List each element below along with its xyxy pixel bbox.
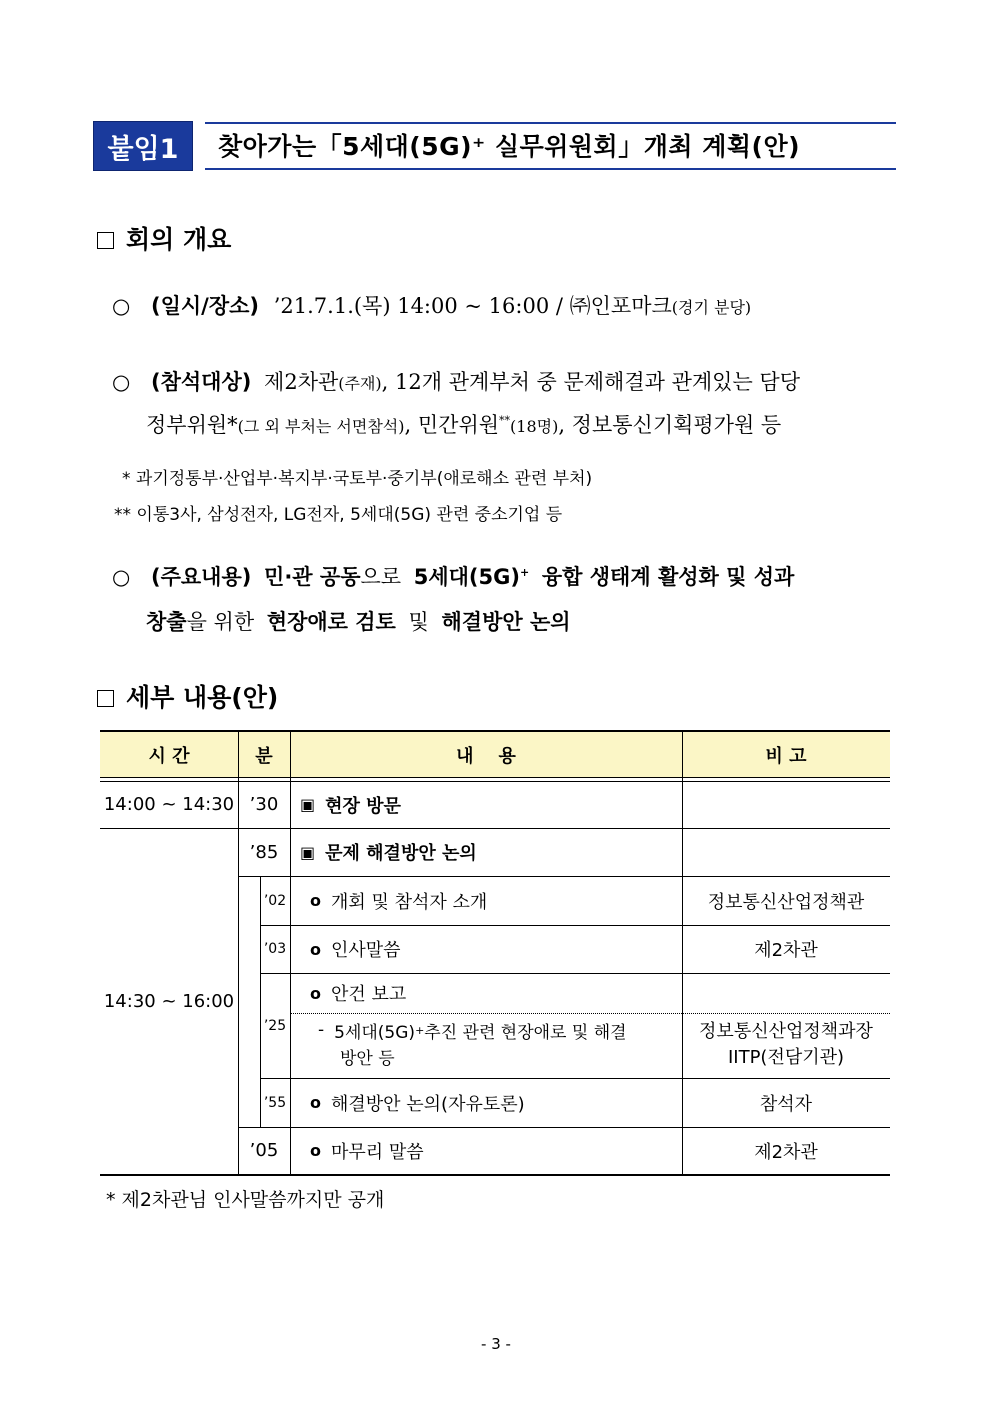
header-minutes: 분 xyxy=(255,745,273,767)
item-label: (일시/장소) xyxy=(151,294,260,318)
note-cell: 참석자 xyxy=(759,1093,813,1115)
min-cell: ’85 xyxy=(249,841,279,863)
content-text: 마무리 말씀 xyxy=(331,1141,424,1163)
time-cell-1: 14:00 ~ 14:30 xyxy=(103,794,235,815)
sub-content-line1 xyxy=(318,1017,680,1043)
note-cell: 제2차관 xyxy=(754,940,818,961)
item-main-content-line2 xyxy=(146,606,571,636)
item-main-content-line1 xyxy=(112,561,794,591)
item-small-text: (그 외 부처는 서면참석) xyxy=(237,417,405,436)
checkbox-square-icon xyxy=(97,690,114,707)
min-cell: ’30 xyxy=(249,794,279,815)
circle-bullet-icon: ○ xyxy=(112,370,131,394)
item-text: , 민간위원 xyxy=(404,413,500,437)
row-rule-dotted xyxy=(290,1013,890,1014)
square-bullet-icon: ▣ xyxy=(300,795,316,814)
content-text: 안건 보고 xyxy=(331,984,407,1005)
note-2: ** 이통3사, 삼성전자, LG전자, 5세대(5G) 관련 중소기업 등 xyxy=(114,505,563,525)
circle-bullet-icon: ○ xyxy=(112,565,131,589)
content-text: 해결방안 논의(자유토론) xyxy=(331,1093,525,1115)
superscript-plus: + xyxy=(415,1023,425,1037)
note-cell-line1: 정보통신산업정책과장 xyxy=(699,1021,873,1042)
item-text: 제2차관 xyxy=(264,370,339,394)
note-cell: 제2차관 xyxy=(754,1141,818,1163)
header-content: 내 용 xyxy=(456,745,516,767)
superscript-plus: + xyxy=(519,566,530,579)
o-bullet-icon: o xyxy=(310,1141,321,1160)
o-bullet-icon: o xyxy=(310,939,321,959)
o-bullet-icon: o xyxy=(310,891,321,910)
schedule-table xyxy=(100,730,890,1176)
item-attendees-line1 xyxy=(112,366,800,396)
header-time: 시 간 xyxy=(148,745,190,767)
content-cell xyxy=(310,925,680,973)
min-cell: ’05 xyxy=(249,1140,279,1161)
square-bullet-icon: ▣ xyxy=(300,842,316,862)
o-bullet-icon: o xyxy=(310,1093,321,1112)
item-text: 민·관 공동 xyxy=(264,565,361,589)
item-date-place xyxy=(112,290,751,320)
title-rule-top xyxy=(205,122,896,124)
item-small-text: (경기 분당) xyxy=(671,298,752,317)
content-text: 5세대(5G) xyxy=(334,1022,416,1043)
dash-bullet-icon: - xyxy=(318,1020,325,1040)
item-text: , 정보통신기획평가원 등 xyxy=(558,413,782,437)
col-rule xyxy=(290,730,291,1176)
content-text: 현장 방문 xyxy=(325,795,401,817)
item-text: 5세대(5G) xyxy=(413,565,520,589)
content-cell xyxy=(310,1078,680,1127)
min-cell: ’25 xyxy=(263,1017,287,1034)
item-text: , 12개 관계부처 중 문제해결과 관계있는 담당 xyxy=(381,370,800,394)
section-overview-title: 회의 개요 xyxy=(126,225,232,254)
item-text: 정부위원* xyxy=(146,413,238,437)
table-bottom-rule xyxy=(100,1174,890,1176)
item-text: 으로 xyxy=(360,565,402,589)
page-number: - 3 - xyxy=(481,1335,511,1353)
item-text: ’21.7.1.(목) 14:00 ~ 16:00 / ㈜인포마크 xyxy=(273,294,672,318)
min-cell: ’03 xyxy=(263,941,287,957)
item-label: (주요내용) xyxy=(151,565,252,589)
item-text: 해결방안 논의 xyxy=(441,610,571,634)
note-1: * 과기정통부·산업부·복지부·국토부·중기부(애로해소 관련 부처) xyxy=(122,469,593,489)
title-rule-bottom xyxy=(205,168,896,170)
content-text: 개회 및 참석자 소개 xyxy=(331,891,488,913)
section-detail-heading xyxy=(97,678,278,714)
content-cell xyxy=(310,1127,680,1174)
content-cell xyxy=(300,781,680,828)
table-top-rule xyxy=(100,730,890,732)
attachment-badge: 붙임1 xyxy=(93,121,193,171)
item-text: 융합 생태계 활성화 및 성과 xyxy=(541,565,795,589)
item-text: 현장애로 검토 xyxy=(266,610,396,634)
item-text: 및 xyxy=(408,610,429,634)
document-title: 찾아가는「5세대(5G)⁺ 실무위원회」개최 계획(안) xyxy=(218,132,801,161)
circle-bullet-icon: ○ xyxy=(112,294,131,318)
item-text: 창출 xyxy=(146,610,187,634)
checkbox-square-icon xyxy=(97,232,114,249)
item-text: 을 위한 xyxy=(186,610,255,634)
time-cell-2: 14:30 ~ 16:00 xyxy=(103,990,235,1012)
o-bullet-icon: o xyxy=(310,983,321,1003)
section-overview-heading xyxy=(97,220,231,256)
header-note: 비 고 xyxy=(765,745,807,767)
content-text: 인사말씀 xyxy=(331,940,401,961)
item-attendees-line2 xyxy=(146,409,781,439)
min-cell: ’55 xyxy=(263,1094,287,1111)
item-small-text: (주재) xyxy=(338,374,382,393)
section-detail-title: 세부 내용(안) xyxy=(126,683,279,712)
item-small-text: (18명) xyxy=(510,417,559,436)
content-cell xyxy=(310,876,680,925)
table-footnote: * 제2차관님 인사말씀까지만 공개 xyxy=(106,1189,385,1211)
header-rule-1 xyxy=(100,777,890,778)
content-text: 추진 관련 현장애로 및 해결 xyxy=(424,1022,627,1043)
content-cell xyxy=(300,828,680,876)
item-label: (참석대상) xyxy=(151,370,252,394)
footnote-mark: ** xyxy=(499,414,511,427)
content-text: 문제 해결방안 논의 xyxy=(325,843,477,864)
min-cell: ’02 xyxy=(263,892,287,909)
note-cell: 정보통신산업정책관 xyxy=(707,891,865,913)
content-cell xyxy=(310,973,680,1013)
note-cell-line2: IITP(전담기관) xyxy=(727,1047,845,1068)
sub-content-line2: 방안 등 xyxy=(340,1048,395,1069)
